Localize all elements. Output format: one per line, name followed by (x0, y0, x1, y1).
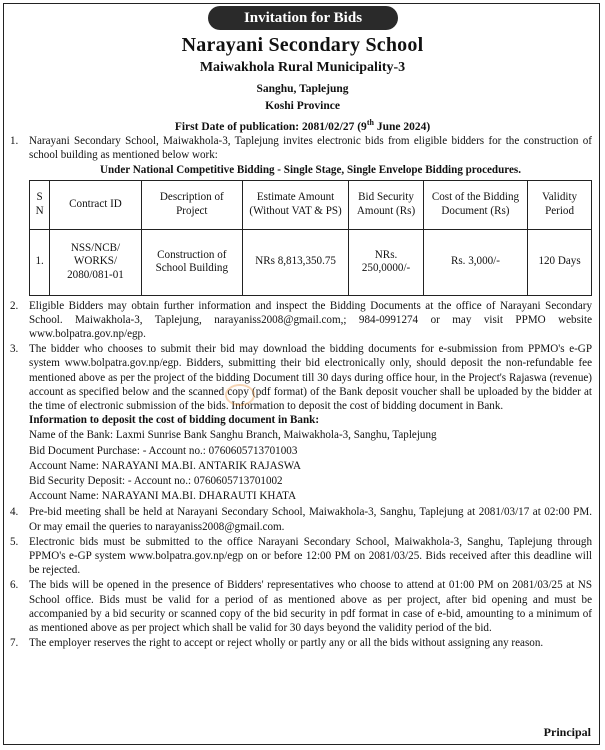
contract-table (29, 180, 592, 296)
bid-document-account-line: Bid Document Purchase: - Account no.: 0760605713701003 (29, 444, 298, 457)
item-text: The bids will be opened in the presence of Bidders' representatives who choose to attend at 01:00 PM on 2081/03/25 at NS School office. Bids must be valid for a period of as mentioned above as per project, after bid opening and must be accompanied by a bid security or scanned copy of the bid security in pdf format in case of e-bid, amounting to a minimum of as mentioned above as per project which shall be valid for 30 days beyond the validity period of the bid. (29, 579, 592, 635)
province: Koshi Province (265, 100, 340, 112)
col-header-doc-cost: Cost of the Bidding Document (Rs) (423, 180, 527, 229)
table-header-row (30, 180, 592, 229)
item-number: 6. (10, 579, 19, 592)
cell-bid-security: NRs. 250,0000/- (349, 229, 424, 295)
notice-items (10, 134, 592, 651)
col-header-estimate: Estimate Amount (Without VAT & PS) (242, 180, 348, 229)
notice-item-5 (10, 535, 592, 578)
bid-security-account-line: Bid Security Deposit: - Account no.: 0760605713701002 (29, 475, 283, 488)
bid-document-account-name: Account Name: NARAYANI MA.BI. ANTARIK RAJASWA (29, 459, 302, 472)
bidding-procedure-heading: Under National Competitive Bidding - Single Stage, Single Envelope Bidding procedures. (100, 164, 521, 177)
col-header-sn: S N (30, 180, 50, 229)
cell-doc-cost: Rs. 3,000/- (423, 229, 527, 295)
item-text: The bidder who chooses to submit their bid may download the bidding documents for e-submission from PPMO's e-GP system www.bolpatra.gov.np/egp. Bidders, submitting their bid electronically only, should deposit the non-refundable fee mentioned above as per the project of the bidding Document till 30 days during office hour, in the Project's Rajaswa (revenue) account as specified below and the scanned copy (pdf format) of the Bank deposit voucher shall be uploaded by the bidder at the time of electronic submission of the bids. Information to deposit the cost of bidding document in Bank. (29, 343, 592, 413)
cell-validity: 120 Days (528, 229, 592, 295)
notice-banner: Invitation for Bids (208, 6, 398, 30)
item-number: 2. (10, 299, 19, 312)
location: Sanghu, Taplejung (256, 83, 349, 95)
item-text: Pre-bid meeting shall be held at Narayani Secondary School, Maiwakhola-3, Sanghu, Taplejung at 2081/03/17 at 02:00 PM. Or may email the queries to narayaniss2008@gmail.com. (29, 506, 592, 533)
bank-name-line: Name of the Bank: Laxmi Sunrise Bank Sanghu Branch, Maiwakhola-3, Sanghu, Taplejung (29, 429, 437, 442)
notice-item-6 (10, 578, 592, 635)
signatory-title: Principal (543, 725, 591, 739)
item-number: 3. (10, 343, 19, 356)
school-name: Narayani Secondary School (181, 34, 424, 56)
item-text: Eligible Bidders may obtain further information and inspect the Bidding Documents at the office of Narayani Secondary School. Maiwakhola-3, Taplejung, narayaniss2008@gmail.com,; 984-0991274 or may visit PPMO website www.bolpatra.gov.np/egp. (29, 299, 592, 341)
municipality-name: Maiwakhola Rural Municipality-3 (199, 60, 406, 75)
notice-item-1 (10, 134, 592, 298)
bid-security-account-name: Account Name: NARAYANI MA.BI. DHARAUTI KHATA (29, 490, 297, 503)
col-header-bid-security: Bid Security Amount (Rs) (349, 180, 424, 229)
item-number: 7. (10, 637, 19, 650)
col-header-contract-id: Contract ID (50, 180, 142, 229)
cell-sn: 1. (30, 229, 50, 295)
notice-item-7 (10, 636, 592, 650)
cell-estimate: NRs 8,813,350.75 (242, 229, 348, 295)
col-header-validity: Validity Period (528, 180, 592, 229)
item-number: 4. (10, 506, 19, 519)
cell-description: Construction of School Building (141, 229, 242, 295)
bank-info-heading: Information to deposit the cost of bidding document in Bank: (29, 414, 320, 427)
notice-item-4 (10, 505, 592, 533)
item-text: The employer reserves the right to accept or reject wholly or partly any or all the bids without assigning any reason. (29, 637, 544, 650)
item-number: 5. (10, 535, 19, 548)
publication-date: First Date of publication: 2081/02/27 (9th June 2024) (174, 118, 431, 133)
col-header-description: Description of Project (141, 180, 242, 229)
cell-contract-id: NSS/NCB/ WORKS/ 2080/081-01 (50, 229, 142, 295)
notice-item-2 (10, 299, 592, 342)
item-text: Electronic bids must be submitted to the office Narayani Secondary School, Maiwakhola-3, Sanghu, Taplejung through PPMO's e-GP system www.bolpatra.gov.np/egp on or before 12:00 PM on 2081/03/25. Bids received after this deadline will be rejected. (29, 535, 592, 577)
item-text: Narayani Secondary School, Maiwakhola-3, Taplejung invites electronic bids from eligible bidders for the construction of school building as mentioned below work: (29, 135, 592, 162)
item-number: 1. (10, 135, 19, 147)
notice-item-3 (10, 342, 592, 504)
table-row (30, 229, 592, 295)
